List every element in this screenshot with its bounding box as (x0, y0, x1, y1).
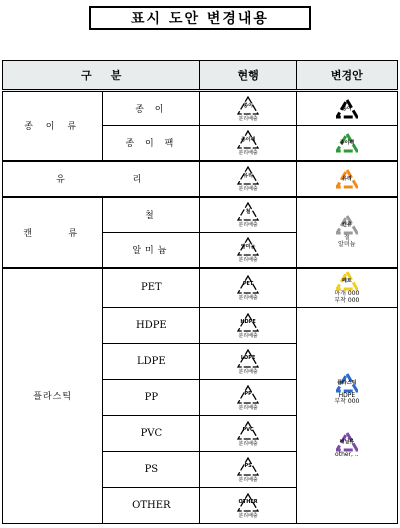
new-recycle-mark-label: 종이 (342, 105, 352, 112)
new-mark-cell (296, 126, 397, 161)
new-mark-cell (296, 197, 397, 268)
new-recycle-mark-icon (336, 215, 358, 235)
recycle-mark-label: PP (244, 390, 252, 397)
item-pp: PP (103, 380, 200, 416)
new-mark-cell (296, 91, 397, 126)
current-mark-cell (200, 197, 296, 233)
recycle-mark-label: 유리 (243, 172, 253, 179)
new-mark-caption: other, .. (335, 450, 359, 458)
new-recycle-mark-label: 비닐류 (339, 438, 355, 445)
group-can: 캔 류 (3, 197, 103, 268)
recycle-mark-label: PS (244, 462, 252, 469)
design-change-table (2, 60, 398, 524)
recycle-mark-label: 종이팩 (240, 136, 256, 143)
separate-disposal-text: 분리배출 (238, 256, 258, 263)
new-recycle-mark-icon (336, 99, 358, 119)
recycle-mark-icon (237, 202, 259, 222)
separate-disposal-text: 분리배출 (238, 332, 258, 339)
new-mark-caption: 철 (343, 234, 350, 242)
table-row (3, 161, 398, 197)
item-ldpe: LDPE (103, 344, 200, 380)
separate-disposal-text: 분리배출 (238, 404, 258, 411)
document-title: 표시 도안 변경내용 (89, 6, 311, 30)
separate-disposal-text: 분리배출 (238, 221, 258, 228)
new-recycle-mark-label: 종이팩 (339, 139, 355, 146)
group-plastic: 플라스틱 (3, 268, 103, 524)
item-pvc: PVC (103, 416, 200, 452)
header-proposed: 변경안 (296, 61, 397, 91)
new-mark-cell (296, 308, 397, 524)
table-header-row (3, 61, 398, 91)
recycle-mark-icon (237, 96, 259, 116)
recycle-mark-icon (237, 493, 259, 513)
item-ps: PS (103, 452, 200, 488)
current-mark-cell (200, 344, 296, 380)
separate-disposal-text: 분리배출 (238, 115, 258, 122)
item-paper: 종 이 (103, 91, 200, 126)
new-recycle-mark-icon (336, 169, 358, 189)
recycle-mark-icon (237, 385, 259, 405)
table-row (3, 268, 398, 308)
recycle-mark-label: PET (242, 280, 254, 287)
table-row (3, 91, 398, 126)
separate-disposal-text: 분리배출 (238, 294, 258, 301)
separate-disposal-text: 분리배출 (238, 440, 258, 447)
recycle-mark-label: 철 (245, 208, 251, 215)
separate-disposal-text: 분리배출 (238, 149, 258, 156)
new-mark-cell (296, 161, 397, 197)
recycle-mark-icon (237, 313, 259, 333)
current-mark-cell (200, 488, 296, 524)
separate-disposal-text: 분리배출 (238, 185, 258, 192)
current-mark-cell (200, 308, 296, 344)
new-recycle-mark-label: 유리 (342, 175, 352, 182)
item-pet: PET (103, 268, 200, 308)
item-hdpe: HDPE (103, 308, 200, 344)
item-aluminum: 알미늄 (103, 233, 200, 268)
recycle-mark-label: OTHER (238, 498, 258, 505)
recycle-mark-icon (237, 130, 259, 150)
current-mark-cell (200, 91, 296, 126)
header-classification: 구 분 (3, 61, 200, 91)
recycle-mark-icon (237, 457, 259, 477)
item-paper-pack: 종 이 팩 (103, 126, 200, 161)
new-recycle-mark-label: 페트 (342, 278, 352, 285)
new-recycle-mark-label: 캔류 (342, 222, 352, 229)
new-recycle-mark-icon (336, 271, 358, 291)
current-mark-cell (200, 126, 296, 161)
current-mark-cell (200, 416, 296, 452)
new-recycle-mark-icon (336, 373, 358, 393)
recycle-mark-icon (237, 275, 259, 295)
new-mark-cell (296, 268, 397, 308)
new-mark-caption: 마개 000 (334, 290, 360, 298)
current-mark-cell (200, 161, 296, 197)
new-mark-caption: 알미늄 (338, 241, 356, 248)
recycle-mark-icon (237, 237, 259, 257)
separate-disposal-text: 분리배출 (238, 476, 258, 483)
recycle-mark-label: 종이 (243, 102, 253, 109)
recycle-mark-label: 알미늄 (240, 243, 256, 250)
separate-disposal-text: 분리배출 (238, 368, 258, 375)
group-paper: 종 이 류 (3, 91, 103, 161)
current-mark-cell (200, 233, 296, 268)
recycle-mark-label: LDPE (240, 354, 256, 361)
current-mark-cell (200, 268, 296, 308)
new-mark-caption: HDPE (338, 391, 356, 399)
new-recycle-mark-icon (336, 432, 358, 452)
recycle-mark-label: HDPE (240, 318, 256, 325)
item-iron: 철 (103, 197, 200, 233)
recycle-mark-icon (237, 349, 259, 369)
header-current: 현행 (200, 61, 296, 91)
current-mark-cell (200, 380, 296, 416)
recycle-mark-label: PVC (242, 426, 254, 433)
separate-disposal-text: 분리배출 (238, 512, 258, 519)
new-mark-caption: 부착 000 (334, 398, 360, 406)
new-mark-caption: 부착 000 (334, 296, 360, 304)
table-row (3, 197, 398, 233)
new-recycle-mark-label: 플라스틱 (337, 379, 357, 386)
recycle-mark-icon (237, 166, 259, 186)
current-mark-cell (200, 452, 296, 488)
group-glass: 유 리 (3, 161, 200, 197)
new-recycle-mark-icon (336, 133, 358, 153)
item-other: OTHER (103, 488, 200, 524)
recycle-mark-icon (237, 421, 259, 441)
